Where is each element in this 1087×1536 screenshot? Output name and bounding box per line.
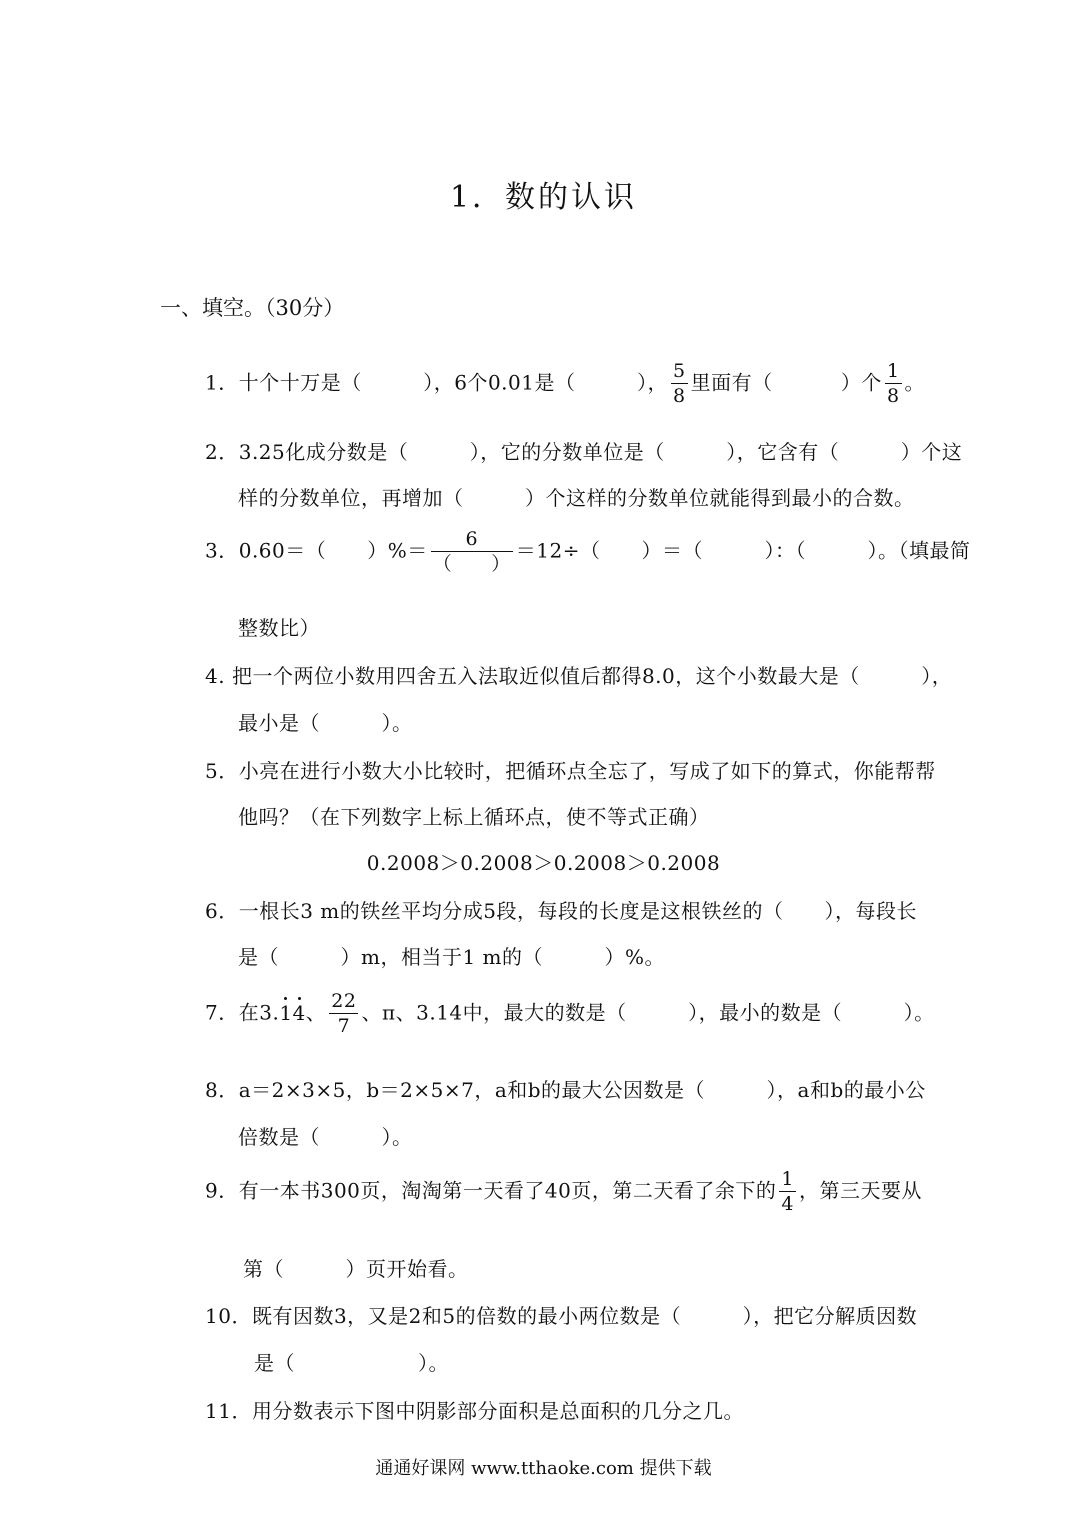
fraction-1-4 bbox=[779, 1170, 796, 1214]
fraction-denominator: 7 bbox=[337, 1015, 351, 1037]
question-8-line-1: 8．a＝2×3×5，b＝2×5×7，a和b的最大公因数是（ ），a和b的最小公 bbox=[205, 1078, 926, 1102]
q7-text-a: 7．在3. bbox=[205, 1000, 280, 1025]
question-3 bbox=[205, 530, 971, 574]
fraction-denominator: 8 bbox=[672, 385, 686, 407]
fraction-denominator: 8 bbox=[886, 385, 900, 407]
question-5-line-2: 他吗？（在下列数字上标上循环点，使不等式正确） bbox=[238, 805, 710, 829]
fraction-5-8 bbox=[671, 362, 688, 406]
question-2-line-1: 2．3.25化成分数是（ ），它的分数单位是（ ），它含有（ ）个这 bbox=[205, 440, 963, 464]
q1-text-a: 1．十个十万是（ ），6个0.01是（ ）， bbox=[205, 370, 668, 395]
q3-text-a: 3．0.60＝（ ）%＝ bbox=[205, 538, 428, 563]
question-2-line-2: 样的分数单位，再增加（ ）个这样的分数单位就能得到最小的合数。 bbox=[238, 486, 915, 510]
fraction-denominator: 4 bbox=[781, 1193, 794, 1215]
question-7 bbox=[205, 992, 935, 1036]
question-9-line-2: 第（ ）页开始看。 bbox=[243, 1257, 469, 1281]
fraction-numerator: 1 bbox=[781, 1168, 794, 1190]
q1-text-c: 。 bbox=[904, 370, 926, 395]
q9-text-b: ，第三天要从 bbox=[798, 1178, 922, 1203]
question-4-line-1: 4. 把一个两位小数用四舍五入法取近似值后都得8.0，这个小数最大是（ ）， bbox=[205, 664, 953, 688]
question-10-line-2: 是（ ）。 bbox=[254, 1351, 449, 1375]
question-9 bbox=[205, 1170, 922, 1214]
question-5-expression: 0.2008＞0.2008＞0.2008＞0.2008 bbox=[366, 851, 721, 875]
fraction-numerator: 22 bbox=[331, 990, 357, 1012]
q9-text-a: 9．有一本书300页，淘淘第一天看了40页，第二天看了余下的 bbox=[205, 1178, 777, 1203]
question-6-line-2: 是（ ）m，相当于1 m的（ ）%。 bbox=[238, 945, 666, 969]
q1-text-b: 里面有（ ）个 bbox=[690, 370, 882, 395]
repeating-digit-4: 4 bbox=[292, 1000, 306, 1025]
fraction-6-blank bbox=[431, 530, 513, 574]
question-10-line-1: 10．既有因数3，又是2和5的倍数的最小两位数是（ ），把它分解质因数 bbox=[205, 1304, 918, 1328]
question-5-line-1: 5．小亮在进行小数大小比较时，把循环点全忘了，写成了如下的算式，你能帮帮 bbox=[205, 759, 936, 783]
footer-credit: 通通好课网 www.tthaoke.com 提供下载 bbox=[375, 1458, 712, 1479]
question-1 bbox=[205, 362, 925, 406]
question-3-line-2: 整数比） bbox=[238, 616, 320, 640]
question-11: 11．用分数表示下图中阴影部分面积是总面积的几分之几。 bbox=[205, 1399, 744, 1423]
q7-text-b: 、 bbox=[305, 1000, 327, 1025]
fraction-22-7 bbox=[329, 992, 358, 1036]
question-8-line-2: 倍数是（ ）。 bbox=[238, 1125, 413, 1149]
fraction-1-8 bbox=[885, 362, 902, 406]
fraction-numerator: 6 bbox=[431, 530, 513, 552]
question-6-line-1: 6．一根长3 m的铁丝平均分成5段，每段的长度是这根铁丝的（ ），每段长 bbox=[205, 899, 917, 923]
q3-text-b: ＝12÷（ ）＝（ ）：（ ）。（填最简 bbox=[515, 538, 971, 563]
section-heading: 一、填空。（30分） bbox=[160, 296, 345, 320]
page-title: 1．数的认识 bbox=[449, 180, 638, 215]
repeating-digit-1: 1 bbox=[279, 1000, 293, 1025]
fraction-numerator: 1 bbox=[886, 360, 900, 382]
question-4-line-2: 最小是（ ）。 bbox=[238, 711, 413, 735]
fraction-denominator: （ ） bbox=[432, 553, 511, 575]
fraction-numerator: 5 bbox=[672, 360, 686, 382]
q7-text-c: 、π、3.14中，最大的数是（ ），最小的数是（ ）。 bbox=[361, 1000, 935, 1025]
